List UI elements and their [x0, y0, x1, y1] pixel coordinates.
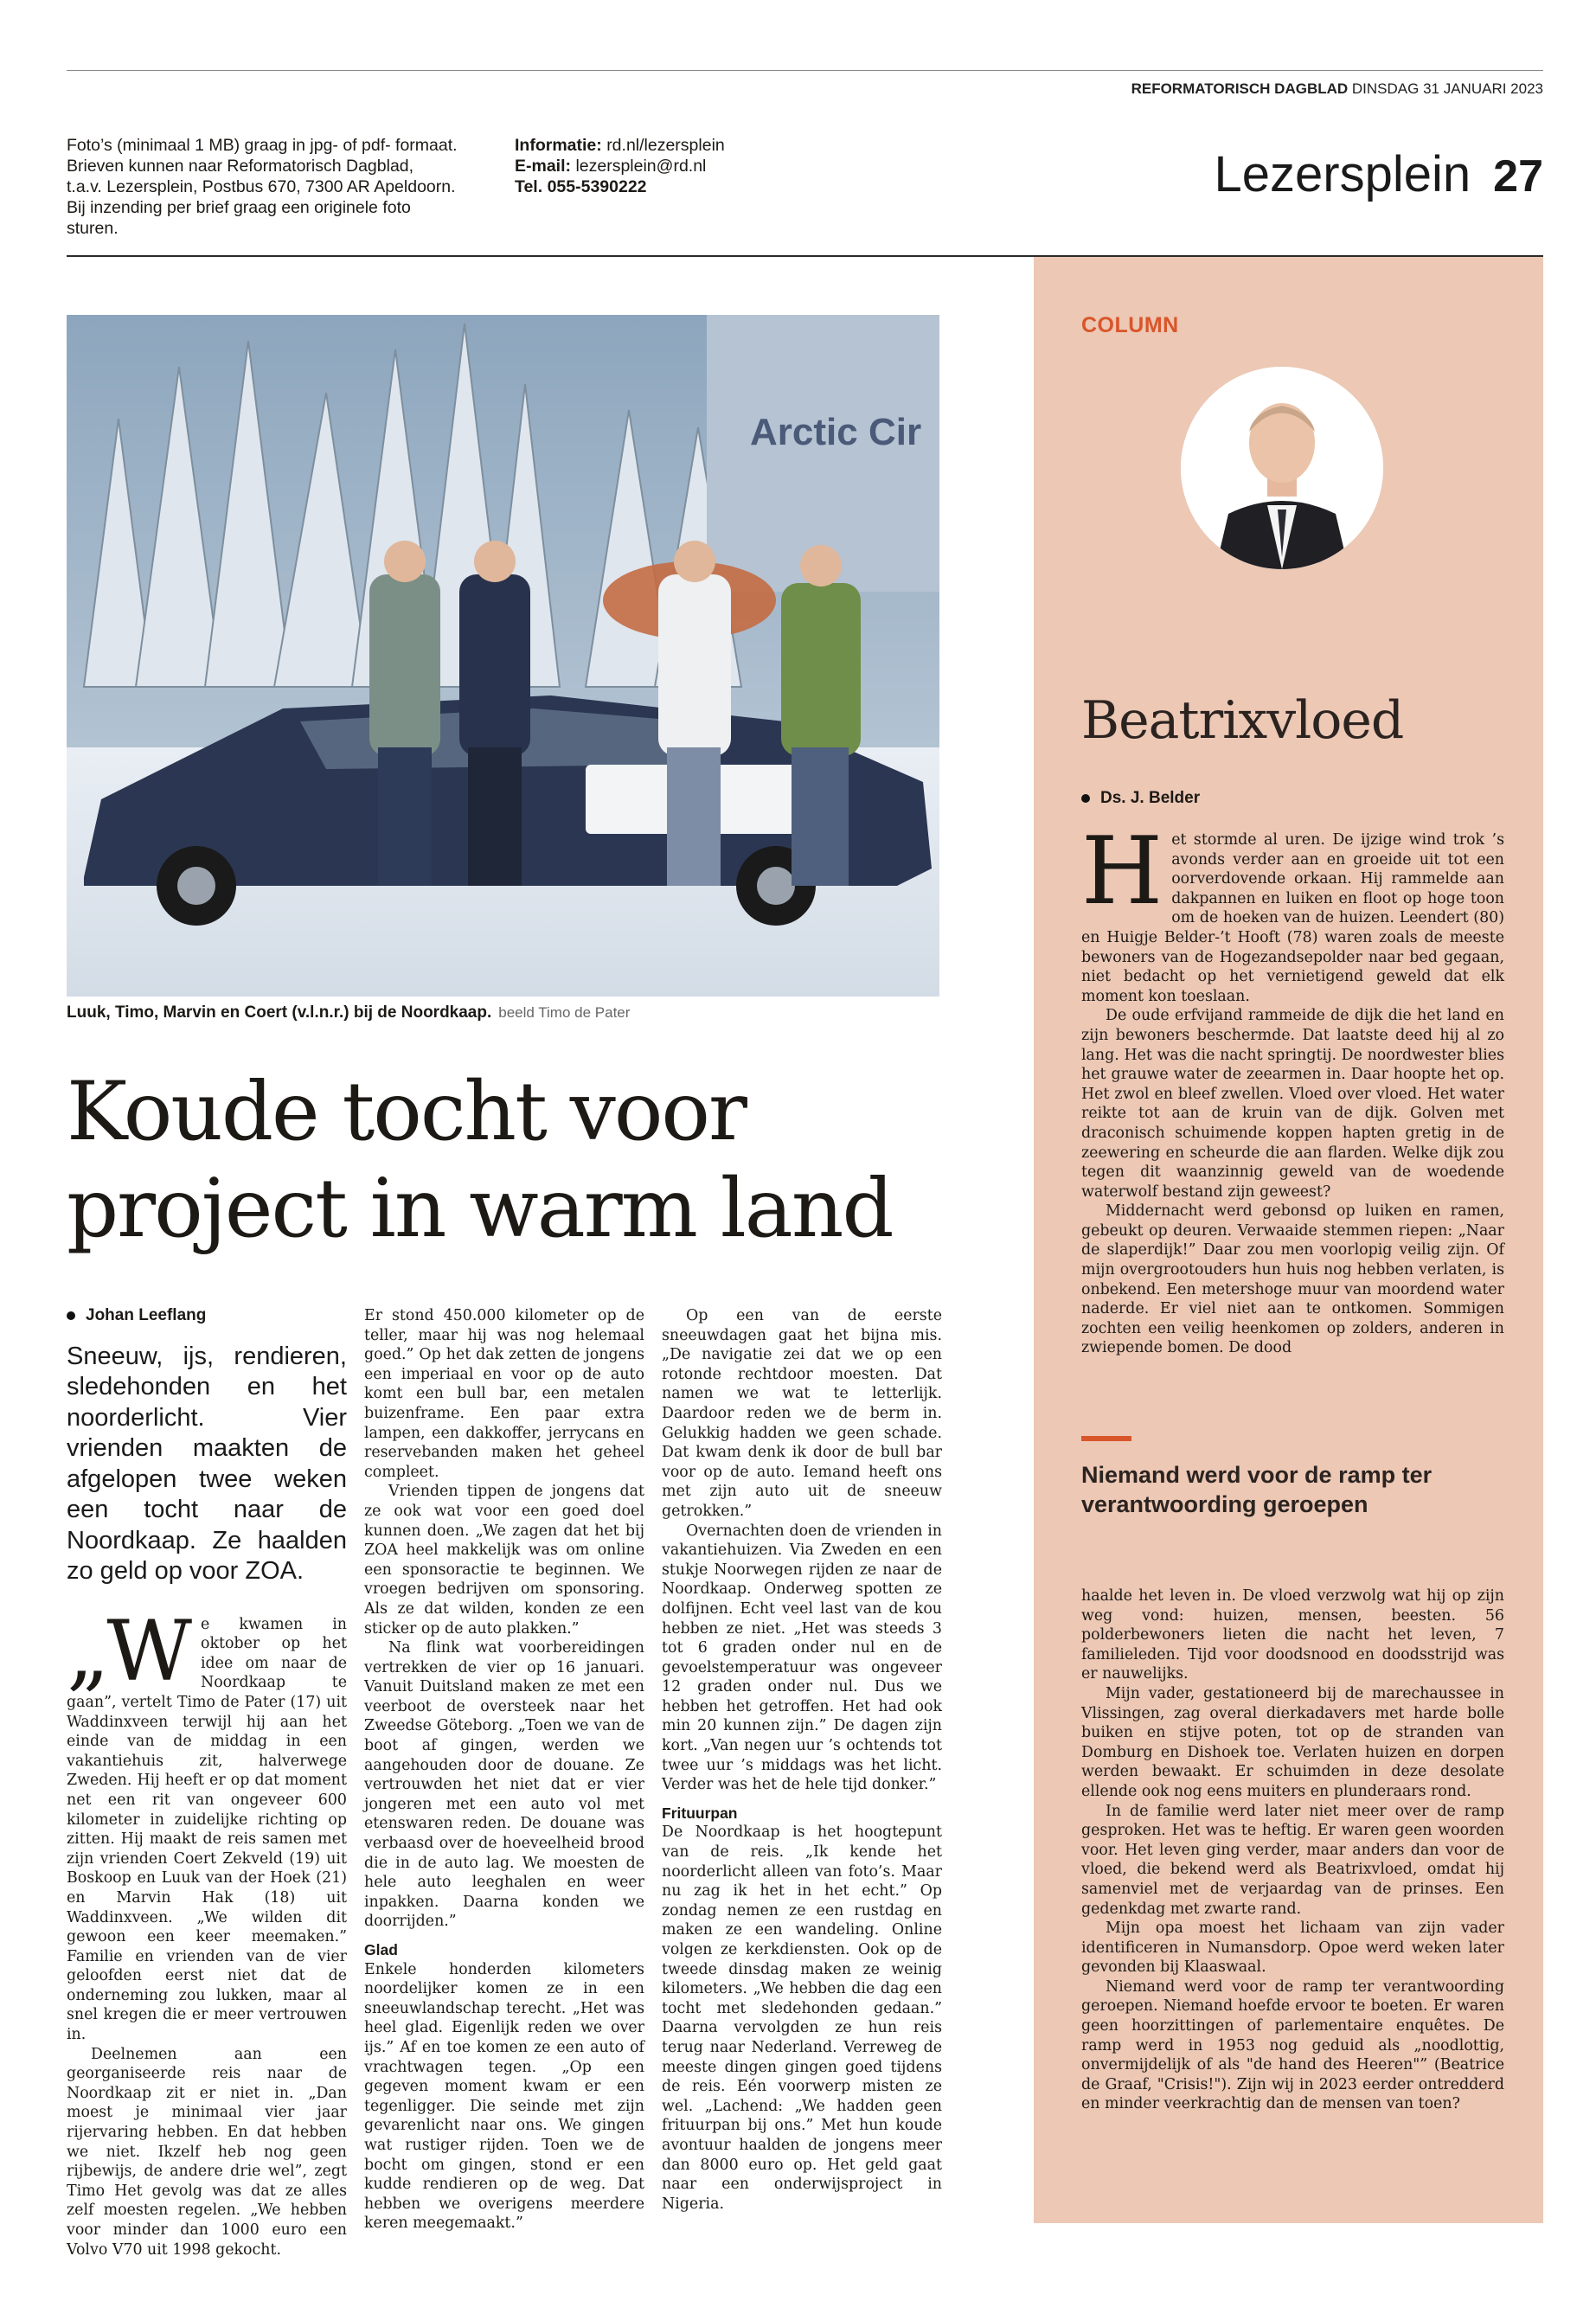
column-paragraph: haalde het leven in. De vloed verzwolg wat hij op zijn weg vond: huizen, mensen, beesten. 56 polderbewoners lieten die nacht het leven, 7 familieleden. Tijd voor doodsnood en doodsstrijd was er nauwelijks. — [1081, 1587, 1504, 1683]
submission-line: Bij inzending per brief graag een originele foto — [67, 198, 411, 217]
bullet-icon — [67, 1311, 75, 1320]
paper-name: REFORMATORISCH DAGBLAD — [1131, 80, 1349, 97]
contact-info — [515, 135, 843, 197]
submission-line: Foto’s (minimaal 1 MB) graag in jpg- of pdf- formaat. — [67, 136, 458, 155]
submission-info — [67, 135, 499, 239]
top-rule — [67, 70, 1543, 71]
article-headline — [67, 1064, 939, 1258]
column-paragraph: Mijn vader, gestationeerd bij de marechaussee in Vlissingen, zag overal dierkadavers met harde bolle buiken en stijve poten, tot op de stranden van Domburg en Dishoek toe. Verlaten huizen en dorpen werden bewaakt. Er schuimden in deze desolate ellende ook nog eens muiters en plunderaars rond. — [1081, 1684, 1504, 1800]
caption-text: Luuk, Timo, Marvin en Coert (v.l.n.r.) bij de Noordkaap. — [67, 1003, 492, 1022]
email-link[interactable]: lezersplein@rd.nl — [575, 157, 707, 176]
quote-accent — [1081, 1436, 1131, 1441]
column-label: COLUMN — [1081, 313, 1179, 337]
author-portrait — [1181, 367, 1383, 569]
column-body-continued — [1081, 1586, 1504, 2114]
submission-line: Brieven kunnen naar Reformatorisch Dagblad, — [67, 157, 414, 176]
article-paragraph — [67, 1602, 347, 2045]
portrait-illustration — [1181, 367, 1383, 569]
column-paragraph: Middernacht werd gebonsd op luiken en ramen, gebeukt op deuren. Verwaaide stemmen riepen: „Naar de slaperdijk!” Daar zou men voorlopig veilig zijn. Of mijn overgrootouders hun huis nog hebben verlaten, is onbekend. Een metershoge muur van moordend water naderde. Er viel niet aan te ontkomen. Sommigen zochten een veilig heenkomen op zolders, anderen in zwiepende bomen. De dood — [1081, 1202, 1504, 1357]
column-paragraph: In de familie werd later niet meer over de ramp gesproken. Het was te heftig. Er waren geen woorden voor. Het leven ging verder, maar anders dan voor de vloed, die bekend werd als Beatrixvloed, omdat hij samenviel met de verjaardag van de prinses. Een gedenkdag met zwarte rand. — [1081, 1802, 1504, 1918]
tel-value: 055-5390222 — [547, 177, 647, 196]
submission-line: sturen. — [67, 219, 119, 238]
drop-cap: „W — [67, 1602, 192, 1700]
section-name: Lezersplein — [1214, 146, 1471, 202]
submission-line: t.a.v. Lezersplein, Postbus 670, 7300 AR Apeldoorn. — [67, 177, 456, 196]
pull-quote: Niemand werd voor de ramp ter verantwoording geroepen — [1081, 1462, 1433, 1517]
column-author: Ds. J. Belder — [1100, 789, 1201, 807]
subheading: Glad — [364, 1941, 398, 1958]
article-paragraph: Deelnemen aan een georganiseerde reis naar de Noordkaap zit er niet in. „Dan moest je minimaal vier jaar rijervaring hebben. En dat hebben we niet. Ikzelf heb nog geen rijbewijs, de andere drie wel”, zegt Timo Het gevolg was dat ze alles zelf moesten regelen. „We hebben voor minder dan 1000 euro een Volvo V70 uit 1998 gekocht. — [67, 2045, 347, 2259]
column-paragraph: De oude erfvijand rammeide de dijk die het land en zijn bewoners beschermde. Dat laatste deed hij al zo lang. Het was die nacht springtij. De noordwester blies het grauwe water de zeearmen in. Daar hoopte het op. Het zwol en bleef zwellen. Vloed over vloed. Het water reikte tot aan de kruin van de dijk. Golven met draconisch schuimende koppen hapten gretig in de zeewering en scheurde die aan flarden. Welke dijk zou tegen dit waanzinnig geweld van de woedende waterwolf bestand zijn geweest? — [1081, 1007, 1504, 1201]
headline-line: Koude tocht voor — [67, 1065, 746, 1159]
email-label: E-mail: — [515, 157, 572, 176]
drop-cap: H — [1081, 817, 1163, 926]
article-photo — [67, 315, 939, 997]
subheading: Frituurpan — [662, 1804, 738, 1822]
column-paragraph: Niemand werd voor de ramp ter verantwoording geroepen. Niemand hoefde ervoor te boeten. Er waren geen hoorzittingen of parlementaire enquêtes. De ramp werd in 1953 nog geduid als „noodlottig, onvermijdelijk of als "de hand des Heeren"” (Beatrice de Graaf, "Crisis!"). Zijn wij in 2023 eerder ontredderd en minder veerkrachtig dan de mensen van toen? — [1081, 1977, 1504, 2113]
photo-credit: beeld Timo de Pater — [498, 1004, 631, 1021]
article-paragraph: Er stond 450.000 kilometer op de teller, maar hij was nog helemaal goed.” Op het dak zetten de jongens een imperiaal en voor op de auto komt een bull bar, een metalen buizenframe. Een paar extra lampen, een dakkoffer, jerrycans en reservebanden maken het geheel compleet. — [364, 1307, 644, 1481]
column-title: Beatrixvloed — [1081, 690, 1404, 751]
article-intro: Sneeuw, ijs, rendieren, sledehonden en het noorderlicht. Vier vrienden maakten de afgelopen twee weken een tocht naar de Noordkaap. Ze haalden zo geld op voor ZOA. — [67, 1342, 347, 1586]
tel-label: Tel. — [515, 177, 543, 196]
paragraph-text: et stormde al uren. De ijzige wind trok ’s avonds verder aan en groeide uit tot een oorverdovende orkaan. Hij rammelde aan dakpannen en luiken en floot op hoge toon om de hoeken van de huizen. Leendert (80) en Huigje Belder-’t Hooft (78) waren zoals de meeste bewoners van de Hogezandsepolder naar bed gegaan, niet bedacht op het vernietigend geweld dat elk moment kon toeslaan. — [1081, 831, 1504, 1005]
column-body — [1081, 817, 1504, 1358]
masthead — [1131, 80, 1543, 98]
info-link[interactable]: rd.nl/lezersplein — [606, 136, 725, 155]
article-column-3 — [662, 1306, 942, 2214]
paragraph-text: e kwamen in oktober op het idee om naar de Noordkaap te gaan”, vertelt Timo de Pater (17) uit Waddinxveen terwijl hij aan het einde van de middag in een vakantiehuis zit, halverwege Zweden. Hij heeft er op dat moment net een rit van ongeveer 600 kilometer in zuidelijke richting op zitten. Hij maakt de reis samen met zijn vrienden Coert Zekveld (19) uit Boskoop en Luuk van der Hoek (21) en Marvin Hak (18) uit Waddinxveen. „We wilden dit gewoon een keer meemaken.” Familie en vrienden van de vier geloofden eerst niet dat de onderneming zou lukken, maar al snel kregen die er meer vertrouwen in. — [67, 1615, 347, 2044]
column-paragraph — [1081, 817, 1504, 1006]
article-paragraph: Vrienden tippen de jongens dat ze ook wat voor een goed doel kunnen doen. „We zagen dat het bij ZOA heel makkelijk was om online een sponsoractie te beginnen. We vroegen bedrijven om sponsoring. Als ze dat wilden, konden ze een sticker op de auto plakken.” — [364, 1483, 644, 1638]
author-name: Johan Leeflang — [86, 1306, 207, 1324]
headline-line: project in warm land — [67, 1162, 893, 1256]
article-paragraph: Op een van de eerste sneeuwdagen gaat het bijna mis. „De navigatie zei dat we op een rotonde rechtdoor moesten. Dat namen we wat te letterlijk. Daardoor reden we de berm in. Gelukkig hadden we geen schade. Dat kwam denk ik door de bull bar voor op de auto. Iemand heeft ons met zijn auto uit de sneeuw getrokken.” — [662, 1307, 942, 1520]
article-paragraph: Enkele honderden kilometers noordelijker komen ze in een sneeuwlandschap terecht. „Het was heel glad. Eigenlijk reden we over ijs.” Af en toe komen ze een auto of vrachtwagen tegen. „Op een gegeven moment kwam er een tegenligger. Die seinde met zijn gevarenlicht naar ons. We gingen wat rustiger rijden. Toen we de bocht om gingen, stond er een kudde rendieren op de weg. Dat hebben we overigens meerdere keren meegemaakt.” — [364, 1960, 644, 2233]
photo-caption — [67, 1003, 939, 1022]
bullet-icon — [1081, 794, 1090, 803]
section-header — [1215, 145, 1543, 203]
article-paragraph: De Noordkaap is het hoogtepunt van de reis. „Ik kende het noorderlicht alleen van foto’s. Maar nu zag ik het in het echt.” Op zondag nemen ze een rustdag en maken ze een wandeling. Online volgen ze kerkdiensten. Ook op de tweede dinsdag maken ze weinig kilometers. „We hebben die dag een tocht met sledehonden gedaan.” Daarna vervolgden ze hun reis terug naar Nederland. Verreweg de meeste dingen gingen goed tijdens de reis. Eén voorwerp misten ze wel. „Lachend: „We hadden geen frituurpan bij ons.” Met hun koude avontuur haalden de jongens meer dan 8000 euro op. Het geld gaat naar een onderwijsproject in Nigeria. — [662, 1823, 942, 2213]
column-paragraph: Mijn opa moest het lichaam van zijn vader identificeren in Numansdorp. Opoe werd weken later gevonden bij Klaaswaal. — [1081, 1920, 1504, 1977]
issue-date: DINSDAG 31 JANUARI 2023 — [1351, 80, 1543, 97]
article-byline — [67, 1306, 347, 1326]
sign-text: Arctic Cir — [750, 411, 922, 453]
article-column-2 — [364, 1306, 644, 2234]
column-byline — [1081, 789, 1200, 808]
article-paragraph: Na flink wat voorbereidingen vertrekken de vier op 16 januari. Vanuit Duitsland maken ze met een veerboot de oversteek naar het Zweedse Göteborg. „Toen we van de boot af gingen, werden we aangehouden door de douane. Ze vertrouwden het niet dat er vier jongeren met een auto vol met etenswaren reden. De douane was verbaasd over de hoeveelheid brood die in de auto lag. We moesten de hele auto leeghalen en weer inpakken. Daarna konden we doorrijden.” — [364, 1639, 644, 1931]
page-number: 27 — [1493, 151, 1543, 202]
article-paragraph: Overnachten doen de vrienden in vakantiehuizen. Via Zweden en een stukje Noorwegen rijden ze naar de Noordkaap. Onderweg spotten ze dolfijnen. Echt veel last van de kou hebben ze niet. „Het was steeds 3 tot 6 graden onder nul en de gevoelstemperatuur was ongeveer 12 graden onder nul. Dus we hebben het getroffen. Het had ook min 20 kunnen zijn.” De dagen zijn kort. „Van negen uur ’s ochtends tot twee uur ’s middags was het licht. Verder was het de hele tijd donker.” — [662, 1522, 942, 1794]
article-column-1 — [67, 1306, 347, 2259]
photo-illustration — [67, 315, 939, 997]
info-label: Informatie: — [515, 136, 602, 155]
